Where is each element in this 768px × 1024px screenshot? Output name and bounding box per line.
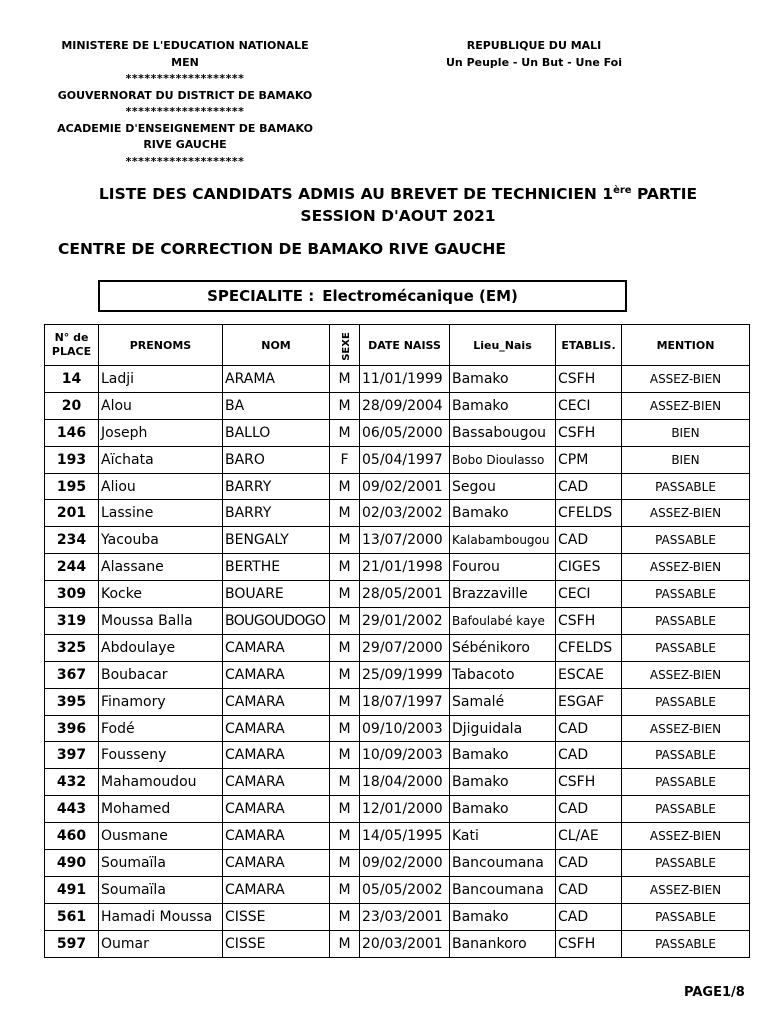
cell-sexe: M bbox=[330, 527, 360, 554]
cell-place: 491 bbox=[45, 876, 99, 903]
header-place bbox=[45, 325, 99, 366]
academie-zone: RIVE GAUCHE bbox=[143, 138, 227, 151]
cell-date: 12/01/2000 bbox=[360, 796, 450, 823]
table-row bbox=[45, 796, 750, 823]
cell-nom: CAMARA bbox=[223, 850, 330, 877]
cell-lieu: Samalé bbox=[450, 688, 556, 715]
cell-lieu: Bamako bbox=[450, 769, 556, 796]
cell-mention: ASSEZ-BIEN bbox=[622, 392, 750, 419]
cell-lieu: Tabacoto bbox=[450, 661, 556, 688]
cell-date: 28/05/2001 bbox=[360, 581, 450, 608]
cell-nom: CAMARA bbox=[223, 742, 330, 769]
cell-place: 597 bbox=[45, 930, 99, 957]
academie-name: ACADEMIE D'ENSEIGNEMENT DE BAMAKO bbox=[57, 121, 313, 135]
cell-mention: PASSABLE bbox=[622, 608, 750, 635]
cell-sexe: M bbox=[330, 903, 360, 930]
gouvernorat-name: GOUVERNORAT DU DISTRICT DE BAMAKO bbox=[57, 88, 313, 102]
table-row bbox=[45, 903, 750, 930]
cell-prenom: Ousmane bbox=[99, 823, 223, 850]
cell-mention: PASSABLE bbox=[622, 581, 750, 608]
cell-mention: PASSABLE bbox=[622, 903, 750, 930]
document-title bbox=[0, 183, 768, 227]
cell-sexe: M bbox=[330, 419, 360, 446]
cell-prenom: Finamory bbox=[99, 688, 223, 715]
cell-etab: CAD bbox=[556, 876, 622, 903]
cell-place: 244 bbox=[45, 554, 99, 581]
cell-date: 11/01/1999 bbox=[360, 366, 450, 393]
cell-mention: ASSEZ-BIEN bbox=[622, 715, 750, 742]
cell-lieu: Sébénikoro bbox=[450, 634, 556, 661]
cell-etab: CAD bbox=[556, 903, 622, 930]
cell-place: 325 bbox=[45, 634, 99, 661]
cell-prenom: Ladji bbox=[99, 366, 223, 393]
cell-sexe: M bbox=[330, 876, 360, 903]
cell-lieu: Bafoulabé kaye bbox=[450, 608, 556, 635]
cell-sexe: M bbox=[330, 634, 360, 661]
cell-nom: CISSE bbox=[223, 903, 330, 930]
cell-prenom: Mohamed bbox=[99, 796, 223, 823]
cell-place: 443 bbox=[45, 796, 99, 823]
cell-lieu: Bancoumana bbox=[450, 850, 556, 877]
cell-etab: CSFH bbox=[556, 608, 622, 635]
cell-place: 20 bbox=[45, 392, 99, 419]
cell-sexe: M bbox=[330, 823, 360, 850]
cell-lieu: Bancoumana bbox=[450, 876, 556, 903]
cell-mention: PASSABLE bbox=[622, 527, 750, 554]
cell-date: 29/01/2002 bbox=[360, 608, 450, 635]
cell-lieu: Brazzaville bbox=[450, 581, 556, 608]
table-row bbox=[45, 715, 750, 742]
cell-etab: CFELDS bbox=[556, 634, 622, 661]
cell-nom: CAMARA bbox=[223, 769, 330, 796]
cell-sexe: M bbox=[330, 688, 360, 715]
cell-place: 490 bbox=[45, 850, 99, 877]
cell-etab: CAD bbox=[556, 715, 622, 742]
table-header-row bbox=[45, 325, 750, 366]
cell-date: 28/09/2004 bbox=[360, 392, 450, 419]
table-row bbox=[45, 419, 750, 446]
cell-sexe: M bbox=[330, 473, 360, 500]
page-number: PAGE1/8 bbox=[684, 985, 745, 1000]
table-row bbox=[45, 392, 750, 419]
header-date: DATE NAISS bbox=[360, 325, 450, 366]
header-lieu: Lieu_Nais bbox=[450, 325, 556, 366]
header-etab: ETABLIS. bbox=[556, 325, 622, 366]
header-sexe bbox=[330, 325, 360, 366]
cell-prenom: Kocke bbox=[99, 581, 223, 608]
specialite-box bbox=[98, 280, 627, 312]
cell-lieu: Bamako bbox=[450, 742, 556, 769]
cell-sexe: M bbox=[330, 850, 360, 877]
cell-mention: ASSEZ-BIEN bbox=[622, 823, 750, 850]
cell-date: 09/10/2003 bbox=[360, 715, 450, 742]
cell-etab: CAD bbox=[556, 473, 622, 500]
cell-sexe: M bbox=[330, 608, 360, 635]
cell-mention: ASSEZ-BIEN bbox=[622, 661, 750, 688]
cell-lieu: Djiguidala bbox=[450, 715, 556, 742]
table-row bbox=[45, 823, 750, 850]
cell-mention: PASSABLE bbox=[622, 688, 750, 715]
header-sexe-label: SEXE bbox=[340, 331, 352, 361]
cell-prenom: Mahamoudou bbox=[99, 769, 223, 796]
cell-mention: ASSEZ-BIEN bbox=[622, 876, 750, 903]
cell-lieu: Bobo Dioulasso bbox=[450, 446, 556, 473]
cell-etab: CL/AE bbox=[556, 823, 622, 850]
cell-mention: PASSABLE bbox=[622, 742, 750, 769]
cell-lieu: Segou bbox=[450, 473, 556, 500]
cell-lieu: Banankoro bbox=[450, 930, 556, 957]
cell-lieu: Bamako bbox=[450, 903, 556, 930]
title-part-1: LISTE DES CANDIDATS ADMIS AU BREVET DE TECHNICIEN 1 bbox=[98, 185, 614, 203]
cell-nom: BOUGOUDOGO bbox=[223, 608, 330, 635]
cell-mention: ASSEZ-BIEN bbox=[622, 554, 750, 581]
cell-date: 13/07/2000 bbox=[360, 527, 450, 554]
cell-sexe: M bbox=[330, 392, 360, 419]
cell-date: 18/07/1997 bbox=[360, 688, 450, 715]
cell-place: 146 bbox=[45, 419, 99, 446]
cell-mention: PASSABLE bbox=[622, 473, 750, 500]
cell-lieu: Kalabambougou bbox=[450, 527, 556, 554]
cell-date: 18/04/2000 bbox=[360, 769, 450, 796]
title-line-1 bbox=[0, 183, 768, 205]
cell-nom: ARAMA bbox=[223, 366, 330, 393]
table-row bbox=[45, 473, 750, 500]
cell-sexe: M bbox=[330, 930, 360, 957]
cell-mention: ASSEZ-BIEN bbox=[622, 366, 750, 393]
cell-prenom: Soumaïla bbox=[99, 876, 223, 903]
cell-etab: CAD bbox=[556, 850, 622, 877]
cell-etab: ESCAE bbox=[556, 661, 622, 688]
cell-lieu: Bamako bbox=[450, 500, 556, 527]
cell-prenom: Soumaïla bbox=[99, 850, 223, 877]
cell-date: 14/05/1995 bbox=[360, 823, 450, 850]
cell-sexe: M bbox=[330, 554, 360, 581]
cell-nom: BOUARE bbox=[223, 581, 330, 608]
ministry-name: MINISTERE DE L'EDUCATION NATIONALE bbox=[61, 39, 309, 52]
cell-sexe: M bbox=[330, 366, 360, 393]
header-right bbox=[438, 38, 630, 71]
cell-etab: CAD bbox=[556, 742, 622, 769]
title-part-2: PARTIE bbox=[631, 185, 698, 203]
title-line-2: SESSION D'AOUT 2021 bbox=[300, 207, 496, 225]
table-row bbox=[45, 688, 750, 715]
cell-nom: CAMARA bbox=[223, 661, 330, 688]
cell-nom: CAMARA bbox=[223, 634, 330, 661]
candidates-table bbox=[44, 324, 750, 958]
table-row bbox=[45, 742, 750, 769]
cell-lieu: Fourou bbox=[450, 554, 556, 581]
cell-etab: CAD bbox=[556, 527, 622, 554]
cell-mention: BIEN bbox=[622, 419, 750, 446]
cell-prenom: Joseph bbox=[99, 419, 223, 446]
cell-date: 25/09/1999 bbox=[360, 661, 450, 688]
cell-nom: CAMARA bbox=[223, 823, 330, 850]
cell-sexe: F bbox=[330, 446, 360, 473]
cell-etab: CECI bbox=[556, 581, 622, 608]
cell-prenom: Lassine bbox=[99, 500, 223, 527]
cell-sexe: M bbox=[330, 500, 360, 527]
cell-place: 201 bbox=[45, 500, 99, 527]
cell-mention: PASSABLE bbox=[622, 930, 750, 957]
cell-date: 20/03/2001 bbox=[360, 930, 450, 957]
header-prenoms: PRENOMS bbox=[99, 325, 223, 366]
cell-lieu: Bamako bbox=[450, 796, 556, 823]
cell-etab: ESGAF bbox=[556, 688, 622, 715]
cell-lieu: Kati bbox=[450, 823, 556, 850]
cell-date: 05/04/1997 bbox=[360, 446, 450, 473]
cell-place: 367 bbox=[45, 661, 99, 688]
cell-etab: CFELDS bbox=[556, 500, 622, 527]
table-row bbox=[45, 608, 750, 635]
cell-date: 29/07/2000 bbox=[360, 634, 450, 661]
cell-date: 10/09/2003 bbox=[360, 742, 450, 769]
cell-prenom: Aliou bbox=[99, 473, 223, 500]
cell-mention: ASSEZ-BIEN bbox=[622, 500, 750, 527]
cell-nom: BERTHE bbox=[223, 554, 330, 581]
cell-sexe: M bbox=[330, 581, 360, 608]
cell-prenom: Yacouba bbox=[99, 527, 223, 554]
country-motto: Un Peuple - Un But - Une Foi bbox=[445, 55, 623, 69]
cell-prenom: Boubacar bbox=[99, 661, 223, 688]
cell-mention: PASSABLE bbox=[622, 769, 750, 796]
cell-prenom: Abdoulaye bbox=[99, 634, 223, 661]
specialite-label: SPECIALITE : bbox=[207, 287, 315, 305]
cell-nom: BA bbox=[223, 392, 330, 419]
cell-lieu: Bassabougou bbox=[450, 419, 556, 446]
cell-place: 432 bbox=[45, 769, 99, 796]
cell-etab: CSFH bbox=[556, 769, 622, 796]
separator-stars: ******************* bbox=[125, 105, 245, 118]
cell-lieu: Bamako bbox=[450, 392, 556, 419]
separator-stars: ******************* bbox=[125, 154, 245, 168]
correction-centre: CENTRE DE CORRECTION DE BAMAKO RIVE GAUCHE bbox=[58, 240, 506, 258]
cell-sexe: M bbox=[330, 661, 360, 688]
cell-place: 14 bbox=[45, 366, 99, 393]
cell-etab: CIGES bbox=[556, 554, 622, 581]
table-row bbox=[45, 446, 750, 473]
cell-place: 396 bbox=[45, 715, 99, 742]
cell-date: 05/05/2002 bbox=[360, 876, 450, 903]
table-row bbox=[45, 661, 750, 688]
cell-place: 195 bbox=[45, 473, 99, 500]
specialite-value: Electromécanique (EM) bbox=[322, 287, 518, 305]
cell-etab: CAD bbox=[556, 796, 622, 823]
cell-place: 395 bbox=[45, 688, 99, 715]
cell-mention: BIEN bbox=[622, 446, 750, 473]
cell-sexe: M bbox=[330, 769, 360, 796]
cell-etab: CECI bbox=[556, 392, 622, 419]
cell-place: 460 bbox=[45, 823, 99, 850]
cell-date: 09/02/2000 bbox=[360, 850, 450, 877]
cell-place: 309 bbox=[45, 581, 99, 608]
cell-etab: CSFH bbox=[556, 419, 622, 446]
cell-place: 193 bbox=[45, 446, 99, 473]
cell-date: 23/03/2001 bbox=[360, 903, 450, 930]
table-row bbox=[45, 769, 750, 796]
title-superscript: ère bbox=[613, 185, 632, 196]
cell-prenom: Fousseny bbox=[99, 742, 223, 769]
cell-prenom: Oumar bbox=[99, 930, 223, 957]
header-place-line-1: N° de bbox=[54, 331, 89, 344]
cell-nom: CAMARA bbox=[223, 796, 330, 823]
header-left bbox=[44, 38, 326, 170]
country-name: REPUBLIQUE DU MALI bbox=[466, 39, 602, 52]
cell-nom: CAMARA bbox=[223, 715, 330, 742]
table-row bbox=[45, 527, 750, 554]
cell-nom: CISSE bbox=[223, 930, 330, 957]
cell-etab: CSFH bbox=[556, 930, 622, 957]
cell-prenom: Aïchata bbox=[99, 446, 223, 473]
cell-prenom: Hamadi Moussa bbox=[99, 903, 223, 930]
separator-stars: ******************* bbox=[125, 72, 245, 85]
cell-sexe: M bbox=[330, 742, 360, 769]
header-place-line-2: PLACE bbox=[51, 345, 92, 358]
cell-date: 09/02/2001 bbox=[360, 473, 450, 500]
table-row bbox=[45, 876, 750, 903]
cell-nom: BARRY bbox=[223, 500, 330, 527]
table-row bbox=[45, 581, 750, 608]
table-row bbox=[45, 930, 750, 957]
table-row bbox=[45, 554, 750, 581]
cell-mention: PASSABLE bbox=[622, 796, 750, 823]
header-nom: NOM bbox=[223, 325, 330, 366]
cell-nom: BARO bbox=[223, 446, 330, 473]
cell-nom: CAMARA bbox=[223, 876, 330, 903]
cell-place: 319 bbox=[45, 608, 99, 635]
cell-nom: BENGALY bbox=[223, 527, 330, 554]
cell-nom: BALLO bbox=[223, 419, 330, 446]
cell-date: 06/05/2000 bbox=[360, 419, 450, 446]
cell-prenom: Fodé bbox=[99, 715, 223, 742]
cell-prenom: Alassane bbox=[99, 554, 223, 581]
cell-mention: PASSABLE bbox=[622, 634, 750, 661]
cell-place: 561 bbox=[45, 903, 99, 930]
cell-place: 234 bbox=[45, 527, 99, 554]
cell-prenom: Alou bbox=[99, 392, 223, 419]
cell-date: 02/03/2002 bbox=[360, 500, 450, 527]
cell-etab: CPM bbox=[556, 446, 622, 473]
cell-date: 21/01/1998 bbox=[360, 554, 450, 581]
cell-prenom: Moussa Balla bbox=[99, 608, 223, 635]
table-row bbox=[45, 366, 750, 393]
cell-mention: PASSABLE bbox=[622, 850, 750, 877]
table-row bbox=[45, 850, 750, 877]
cell-lieu: Bamako bbox=[450, 366, 556, 393]
cell-sexe: M bbox=[330, 715, 360, 742]
ministry-acronym: MEN bbox=[171, 55, 199, 69]
header-mention: MENTION bbox=[622, 325, 750, 366]
cell-place: 397 bbox=[45, 742, 99, 769]
table-row bbox=[45, 634, 750, 661]
cell-nom: BARRY bbox=[223, 473, 330, 500]
table-row bbox=[45, 500, 750, 527]
cell-etab: CSFH bbox=[556, 366, 622, 393]
cell-sexe: M bbox=[330, 796, 360, 823]
cell-nom: CAMARA bbox=[223, 688, 330, 715]
